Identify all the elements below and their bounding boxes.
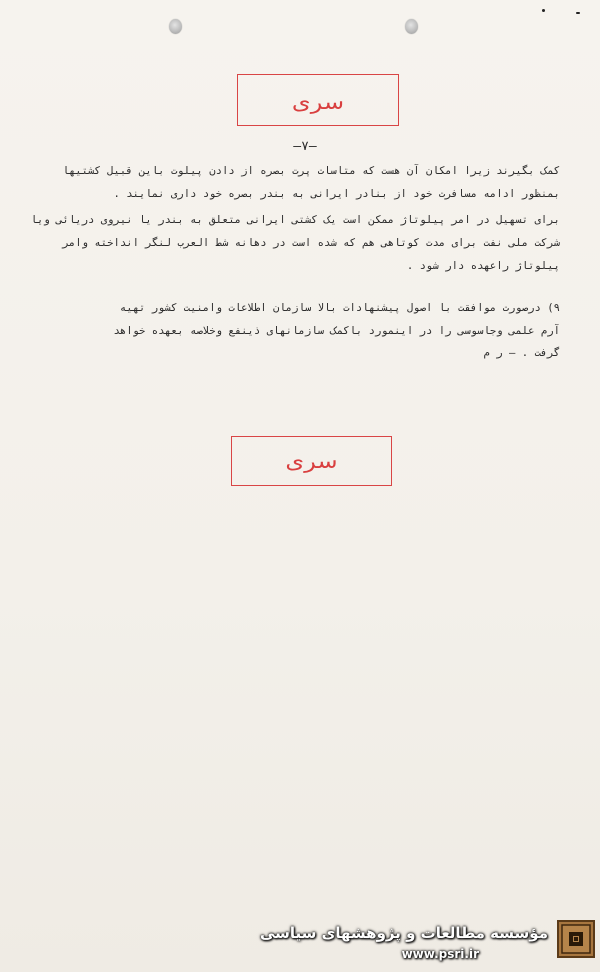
body-text-line: کمک بگیرند زیرا امکان آن هست که متاسات پرت بصره از دادن پیلوت باین قبیل کشتیها — [62, 165, 560, 177]
website-link[interactable]: www.psri.ir — [401, 947, 479, 961]
body-text-line: برای تسهیل در امر پیلوتاژ ممکن است یک کشتی ایرانی متعلق به بندر یا نیروی دریائی ویا — [30, 214, 560, 226]
institute-name: مؤسسه مطالعات و پژوهشهای سیاسی — [259, 924, 548, 942]
paper-speck — [542, 9, 545, 12]
psri-logo-icon-graphic — [561, 924, 591, 954]
punch-hole — [169, 19, 182, 34]
psri-logo-icon — [557, 920, 595, 958]
body-text-line: گرفت . – ر م — [483, 347, 560, 359]
page-number: –۷– — [293, 139, 317, 154]
classification-stamp-top — [237, 74, 399, 126]
classification-stamp-bottom — [231, 436, 392, 486]
stamp-label: سری — [291, 90, 345, 114]
stamp-label: سری — [285, 449, 338, 473]
body-text-line: شرکت ملی نفت برای مدت کوتاهی هم که شده است در دهانه شط العرب لنگر انداخته وامر — [62, 237, 560, 249]
body-text-line: آرم علمی وجاسوسی را در اینمورد باکمک سازمانهای ذینفع وخلاصه بعهده خواهد — [113, 325, 560, 337]
punch-hole — [405, 19, 418, 34]
body-text-line: بمنظور ادامه مسافرت خود از بنادر ایرانی به بندر بصره خود داری نمایند . — [113, 188, 560, 200]
body-text-line: پیلوتاژ راعهده دار شود . — [406, 260, 560, 272]
paper-speck — [576, 12, 580, 14]
body-text-line: ۹) درصورت موافقت با اصول پیشنهادات بالا سازمان اطلاعات وامنیت کشور تهیه — [119, 302, 560, 314]
